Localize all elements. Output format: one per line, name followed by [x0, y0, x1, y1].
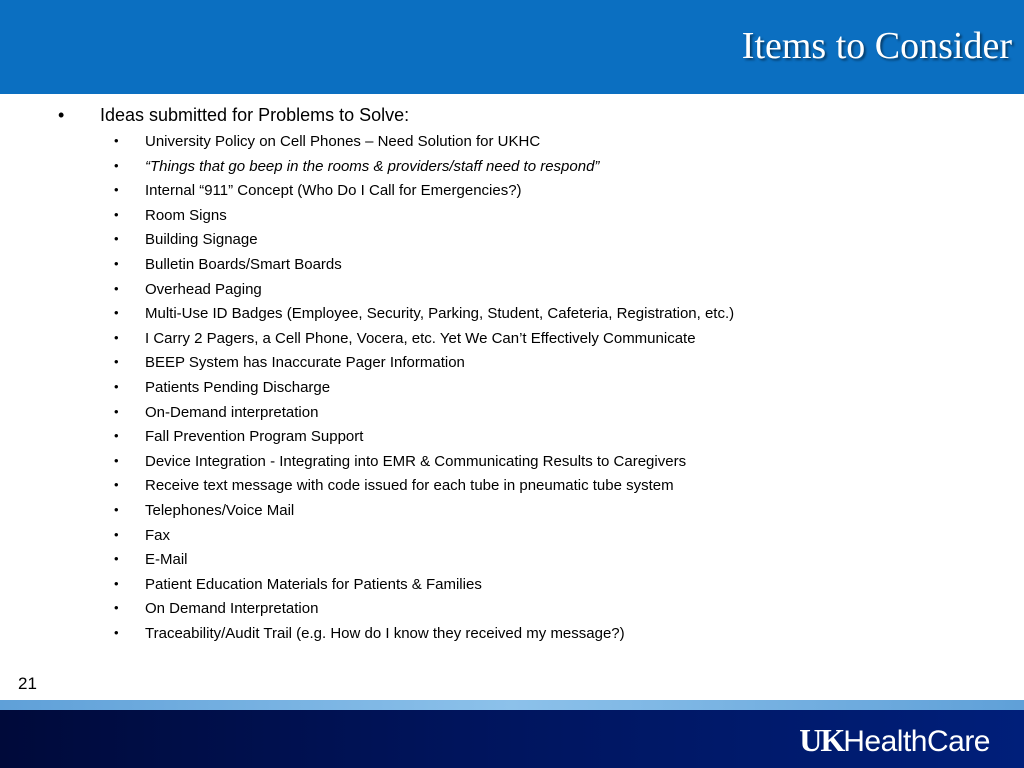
list-item: [0, 229, 1024, 254]
list-item: [0, 303, 1024, 328]
list-item-text: Bulletin Boards/Smart Boards: [145, 255, 342, 273]
page-number: 21: [18, 674, 37, 693]
bullet-marker: •: [114, 157, 119, 173]
list-item: [0, 131, 1024, 156]
bullet-marker: •: [114, 182, 119, 198]
bullet-marker: •: [114, 305, 119, 321]
bullet-marker: •: [114, 206, 119, 222]
bullet-marker: •: [114, 231, 119, 247]
list-item-text: Traceability/Audit Trail (e.g. How do I know they received my message?): [145, 624, 625, 642]
footer-stripe: [0, 700, 1024, 710]
bullet-marker: •: [114, 551, 119, 567]
bullet-marker: •: [114, 133, 119, 148]
list-item: [0, 156, 1024, 181]
bullet-marker: •: [114, 477, 119, 493]
list-item-text: Overhead Paging: [145, 280, 262, 298]
list-item: [0, 254, 1024, 279]
list-item-text: Internal “911” Concept (Who Do I Call for Emergencies?): [145, 182, 522, 200]
bullet-marker: •: [114, 428, 119, 444]
list-item: [0, 205, 1024, 230]
list-item-text: Receive text message with code issued for each tube in pneumatic tube system: [145, 477, 674, 495]
list-item-text: “Things that go beep in the rooms & providers/staff need to respond”: [145, 157, 600, 175]
logo-healthcare-text: HealthCare: [843, 725, 990, 758]
list-item-text: Room Signs: [145, 206, 227, 224]
list-item-text: Fall Prevention Program Support: [145, 428, 364, 446]
list-item-text: BEEP System has Inaccurate Pager Information: [145, 354, 465, 372]
list-item: [0, 352, 1024, 377]
list-item: [0, 525, 1024, 550]
bullet-marker: •: [114, 624, 119, 640]
main-bullet-item: [0, 105, 1024, 129]
list-item: [0, 623, 1024, 648]
list-item-text: Patient Education Materials for Patients & Families: [145, 575, 482, 593]
bullet-marker: •: [114, 575, 119, 591]
uk-healthcare-logo: [799, 722, 990, 756]
sub-bullet-list: [0, 131, 1024, 647]
bullet-marker: •: [114, 378, 119, 394]
list-item-text: Patients Pending Discharge: [145, 378, 331, 396]
bullet-marker: •: [114, 329, 119, 345]
list-item: [0, 549, 1024, 574]
bullet-marker: •: [114, 255, 119, 271]
bullet-marker: •: [114, 452, 119, 468]
list-item: [0, 279, 1024, 304]
bullet-marker: •: [114, 354, 119, 370]
list-item-text: Telephones/Voice Mail: [145, 501, 295, 519]
slide-header: [0, 0, 1024, 94]
slide-footer: [0, 710, 1024, 768]
bullet-marker: •: [114, 526, 119, 542]
bullet-marker: •: [114, 600, 119, 616]
list-item-text: E-Mail: [145, 551, 188, 569]
list-item-text: Device Integration - Integrating into EMR & Communicating Results to Caregivers: [145, 452, 687, 470]
list-item-text: On Demand Interpretation: [145, 600, 319, 618]
list-item-text: Multi-Use ID Badges (Employee, Security, Parking, Student, Cafeteria, Registration, etc.): [145, 305, 735, 323]
list-item-text: Fax: [145, 526, 171, 544]
list-item: [0, 500, 1024, 525]
slide-title: Items to Consider: [741, 25, 1012, 67]
list-item-text: Building Signage: [145, 231, 258, 249]
list-item: [0, 574, 1024, 599]
list-item: [0, 328, 1024, 353]
bullet-marker: •: [114, 403, 119, 419]
list-item-text: University Policy on Cell Phones – Need Solution for UKHC: [145, 133, 541, 150]
main-bullet-text: Ideas submitted for Problems to Solve:: [100, 105, 410, 125]
list-item: [0, 180, 1024, 205]
list-item: [0, 402, 1024, 427]
list-item-text: I Carry 2 Pagers, a Cell Phone, Vocera, etc. Yet We Can’t Effectively Communicate: [145, 329, 696, 347]
list-item: [0, 475, 1024, 500]
list-item: [0, 451, 1024, 476]
list-item: [0, 377, 1024, 402]
bullet-marker: •: [58, 105, 65, 125]
bullet-marker: •: [114, 501, 119, 517]
list-item-text: On-Demand interpretation: [145, 403, 319, 421]
list-item: [0, 598, 1024, 623]
bullet-marker: •: [114, 280, 119, 296]
list-item: [0, 426, 1024, 451]
logo-uk-text: UK: [799, 722, 844, 758]
